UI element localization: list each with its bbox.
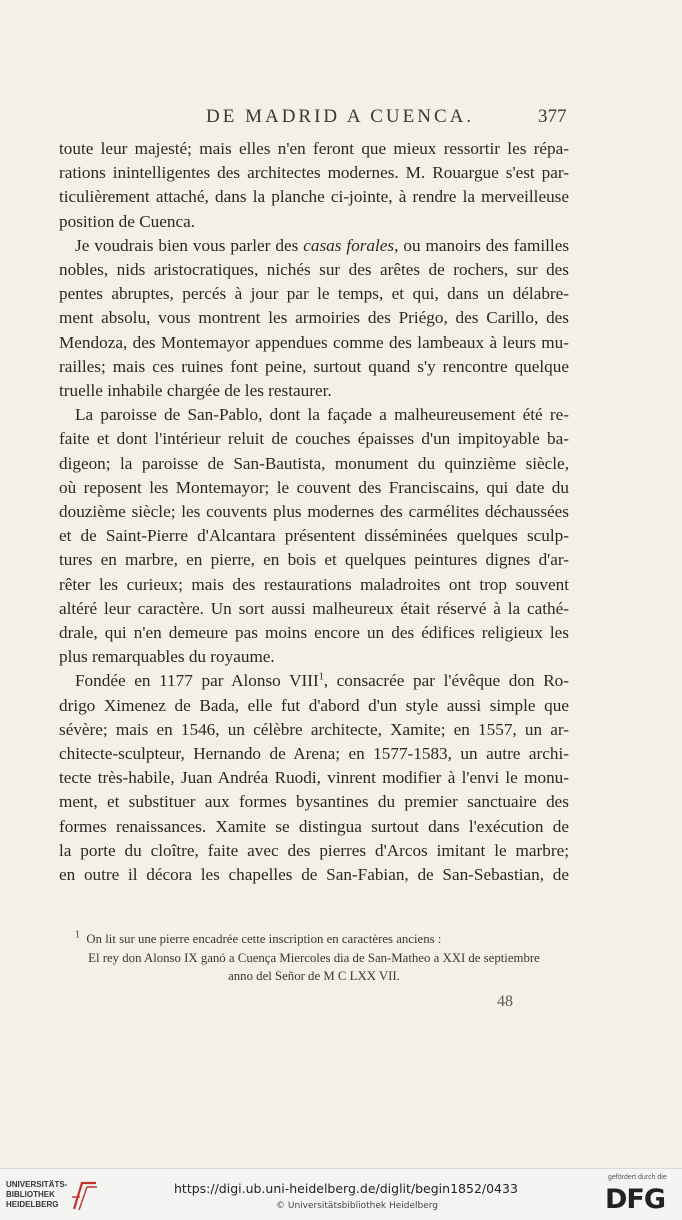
footnote-intro: [59, 930, 569, 949]
viewer-footer: [0, 1168, 682, 1220]
body-line: digeon; la paroisse de San-Bautista, monument du quinzième siècle,: [59, 453, 569, 473]
library-name-line: UNIVERSITÄTS-: [6, 1180, 68, 1189]
library-logo[interactable]: [6, 1177, 101, 1213]
text-run: Fondée en 1177 par Alonso VIII: [75, 671, 319, 691]
page-number: 377: [538, 106, 567, 127]
body-line: sévère; mais en 1546, un célèbre architecte, Xamite; en 1557, un ar-: [59, 719, 569, 739]
body-line: truelle inhabile chargée de les restaurer.: [59, 381, 332, 401]
permalink-url[interactable]: https://digi.ub.uni-heidelberg.de/diglit/begin1852/0433: [174, 1181, 518, 1196]
body-line: ment absolu, vous montrent les armoiries des Priégo, des Carillo, des: [59, 308, 569, 328]
body-line: la porte du cloître, faite avec des pierres d'Arcos imitant le marbre;: [59, 840, 569, 860]
body-line: altéré leur caractère. Un sort aussi malheureux était réservé à la cathé-: [59, 598, 569, 618]
body-line: douzième siècle; les couvents plus modernes des carmélites déchaussées: [59, 502, 569, 522]
body-line: et de Saint-Pierre d'Alcantara présentent disséminées quelques sculp-: [59, 526, 569, 546]
body-line: où reposent les Montemayor; le couvent des Franciscains, qui date du: [59, 477, 569, 497]
body-line: tures en marbre, en pierre, en bois et quelques peintures dignes d'ar-: [59, 550, 569, 570]
body-line: railles; mais ces ruines font peine, surtout quand s'y rencontre quelque: [59, 356, 569, 376]
text-run: , ou manoirs des familles: [394, 235, 570, 255]
body-line: faite et dont l'intérieur reluit de couches épaisses d'un impitoyable ba-: [59, 429, 569, 449]
body-line: plus remarquables du royaume.: [59, 647, 275, 667]
body-line: La paroisse de San-Pablo, dont la façade a malheureusement été re-: [75, 405, 569, 425]
body-text: [59, 137, 569, 887]
footnote-quote-line: anno del Señor de M C LXX VII.: [228, 969, 400, 983]
dfg-funded-by: gefördert durch die: [608, 1174, 667, 1181]
running-header: [0, 106, 682, 132]
body-line: drigo Ximenez de Bada, elle fut d'abord d'un style aussi simple que: [59, 695, 569, 715]
running-title: DE MADRID A CUENCA.: [206, 106, 475, 127]
library-emblem-icon: [70, 1179, 100, 1213]
footnote-quote-line: El rey don Alonso IX ganó a Cuença Miercoles dia de San-Matheo a XXI de septiembre: [88, 950, 540, 965]
library-name-line: BIBLIOTHEK: [6, 1190, 55, 1199]
body-line: nobles, nids aristocratiques, nichés sur des arêtes de rochers, sur des: [59, 260, 569, 280]
body-line: toute leur majesté; mais elles n'en feront que mieux ressortir les répa-: [59, 139, 569, 158]
library-name: [6, 1180, 67, 1210]
library-name-line: HEIDELBERG: [6, 1200, 59, 1209]
body-line: drale, qui n'en demeure pas moins encore un des édifices religieux les: [59, 623, 569, 643]
dfg-logo[interactable]: [596, 1174, 676, 1214]
dfg-wordmark: DFG: [605, 1184, 666, 1215]
footnote-intro-text: On lit sur une pierre encadrée cette inscription en caractères anciens :: [86, 932, 442, 946]
body-line: en outre il décora les chapelles de San-Fabian, de San-Sebastian, de: [59, 865, 569, 885]
italic-term: casas forales: [303, 235, 395, 255]
footnote-mark: 1: [75, 929, 80, 941]
body-line: Mendoza, des Montemayor appendues comme des lambeaux à leurs mu-: [59, 332, 569, 352]
body-line-with-italic: [59, 234, 569, 258]
body-line: tecte très-habile, Juan Andréa Ruodi, vinrent modifier à l'envi le monu-: [59, 768, 569, 788]
text-run: Je voudrais bien vous parler des: [75, 235, 304, 255]
copyright-notice: © Universitätsbibliothek Heidelberg: [276, 1201, 439, 1211]
signature-mark: 48: [497, 993, 513, 1010]
body-line: rations inintelligentes des architectes modernes. M. Rouargue s'est par-: [59, 163, 569, 183]
body-line: ticulièrement attaché, dans la planche ci-jointe, à rendre la merveilleuse: [59, 187, 569, 207]
footnote-reference[interactable]: 1: [318, 671, 324, 683]
body-line: chitecte-sculpteur, Hernando de Arena; en 1577-1583, un autre archi-: [59, 744, 569, 764]
body-line: formes renaissances. Xamite se distingua surtout dans l'exécution de: [59, 816, 569, 836]
body-line: pentes abruptes, percés à jour par le temps, et qui, dans un délabre-: [59, 284, 569, 304]
body-line: position de Cuenca.: [59, 211, 196, 231]
body-line-with-footnote: [59, 669, 569, 693]
text-run: , consacrée par l'évêque don Ro-: [323, 671, 570, 691]
footnotes: [59, 930, 569, 986]
body-line: rêter les curieux; mais des restaurations maladroites ont trop souvent: [59, 574, 569, 594]
body-line: ment, et substituer aux formes bysantines du premier sanctuaire des: [59, 792, 569, 812]
